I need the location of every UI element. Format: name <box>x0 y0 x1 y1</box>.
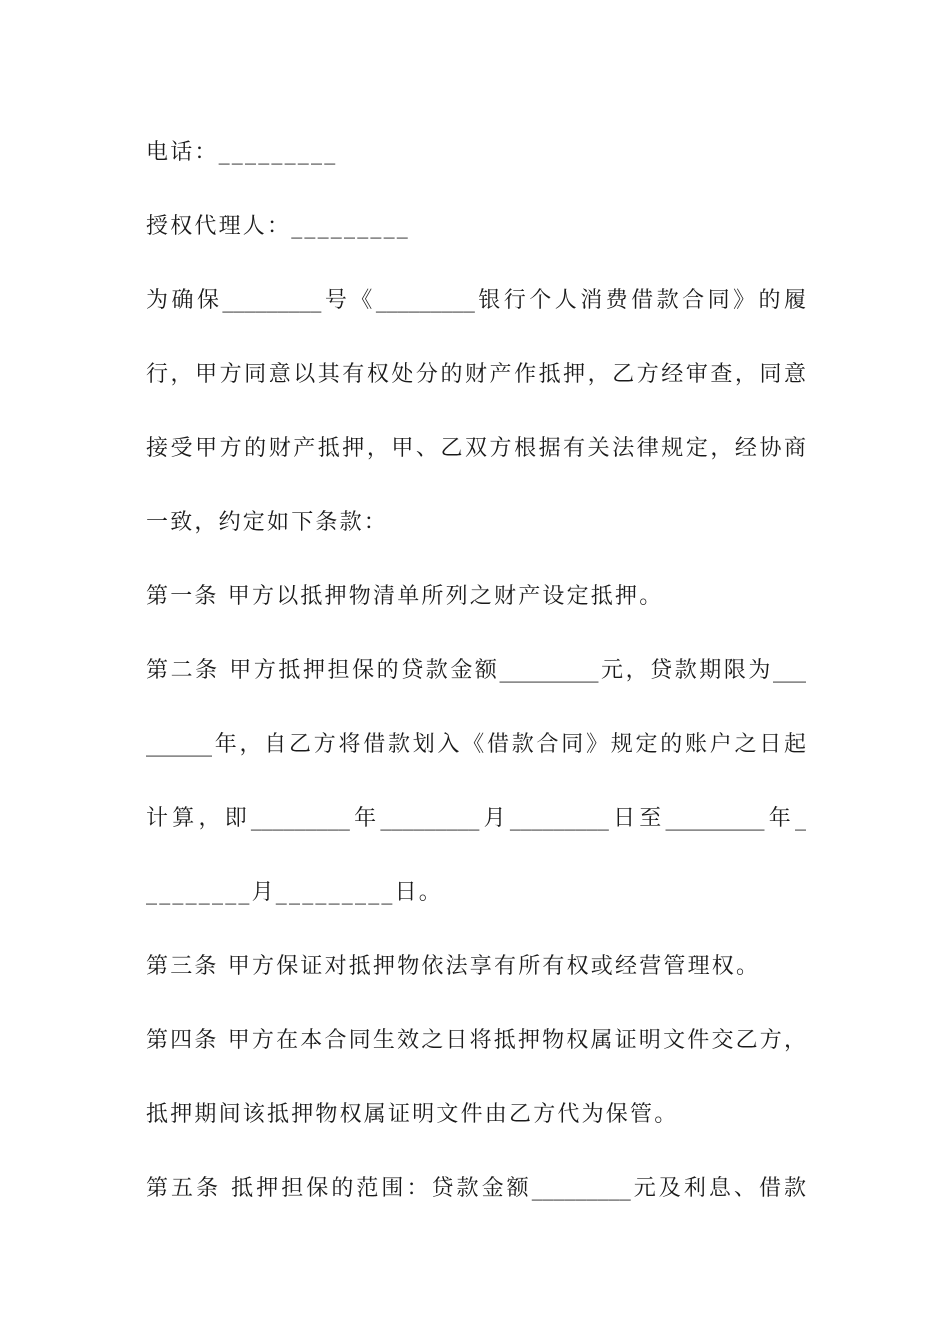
article-2-line-4: ________月_________日。 <box>146 880 444 905</box>
phone-line: 电话：_________ <box>146 140 338 165</box>
article-5-line-1: 第五条 抵押担保的范围：贷款金额_________元及利息、借款 <box>146 1176 806 1201</box>
article-2-line-3: 计算，即_________年_________月_________日至_________年_ <box>146 806 806 831</box>
article-3: 第三条 甲方保证对抵押物依法享有所有权或经营管理权。 <box>146 954 761 979</box>
article-2-line-1: 第二条 甲方抵押担保的贷款金额_________元，贷款期限为___ <box>146 658 806 683</box>
preamble-line-4: 一致，约定如下条款： <box>146 510 389 535</box>
preamble-line-3: 接受甲方的财产抵押，甲、乙双方根据有关法律规定，经协商 <box>146 436 806 461</box>
preamble-line-1: 为确保_________号《_________银行个人消费借款合同》的履 <box>146 288 806 313</box>
article-1: 第一条 甲方以抵押物清单所列之财产设定抵押。 <box>146 584 664 609</box>
agent-line: 授权代理人：_________ <box>146 214 411 239</box>
article-4-line-1: 第四条 甲方在本合同生效之日将抵押物权属证明文件交乙方， <box>146 1028 806 1053</box>
preamble-line-2: 行，甲方同意以其有权处分的财产作抵押，乙方经审查，同意 <box>146 362 806 387</box>
article-4-line-2: 抵押期间该抵押物权属证明文件由乙方代为保管。 <box>146 1102 679 1127</box>
article-2-line-2: ______年，自乙方将借款划入《借款合同》规定的账户之日起 <box>146 732 806 757</box>
